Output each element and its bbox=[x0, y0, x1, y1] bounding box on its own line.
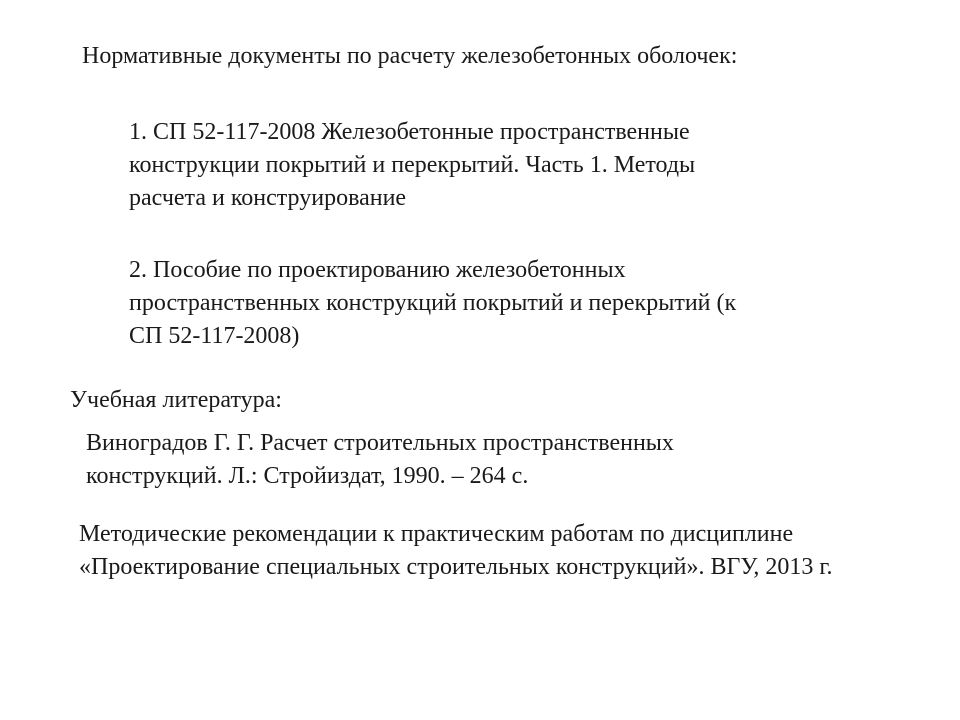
item-line: конструкций. Л.: Стройиздат, 1990. – 264 с. bbox=[86, 463, 529, 489]
study-item-2 bbox=[79, 518, 833, 584]
item-line: 1. СП 52-117-2008 Железобетонные пространственные bbox=[129, 119, 690, 145]
normative-item-2 bbox=[129, 254, 736, 353]
normative-documents-heading bbox=[82, 40, 737, 73]
item-line: Методические рекомендации к практическим работам по дисциплине bbox=[79, 521, 794, 547]
study-item-1 bbox=[86, 427, 674, 493]
item-line: «Проектирование специальных строительных конструкций». ВГУ, 2013 г. bbox=[79, 554, 833, 580]
item-line: конструкции покрытий и перекрытий. Часть 1. Методы bbox=[129, 152, 696, 178]
study-literature-heading bbox=[70, 384, 282, 417]
heading-text: Учебная литература: bbox=[70, 387, 282, 413]
item-line: СП 52-117-2008) bbox=[129, 323, 300, 349]
item-line: пространственных конструкций покрытий и перекрытий (к bbox=[129, 290, 737, 316]
item-line: расчета и конструирование bbox=[129, 185, 407, 211]
item-line: Виноградов Г. Г. Расчет строительных пространственных bbox=[86, 430, 674, 456]
normative-item-1 bbox=[129, 116, 695, 215]
item-line: 2. Пособие по проектированию железобетонных bbox=[129, 257, 626, 283]
heading-text: Нормативные документы по расчету железобетонных оболочек: bbox=[82, 43, 738, 69]
